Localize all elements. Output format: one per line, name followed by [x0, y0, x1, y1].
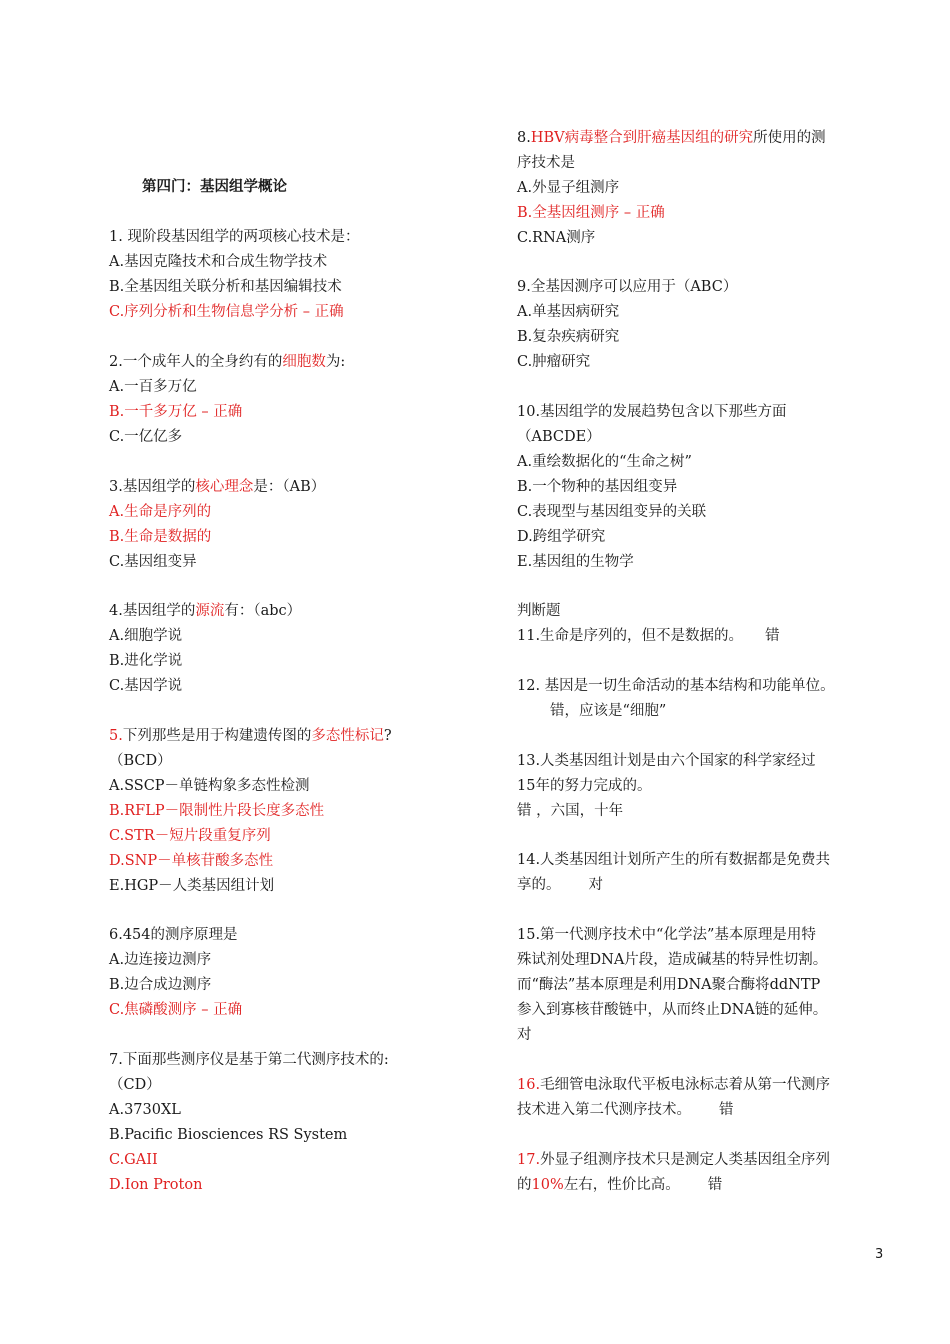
q3-option-a: A.生命是序列的 — [109, 504, 212, 520]
q14-line2-text: 享的。 — [517, 877, 561, 893]
q16-line1-text: 毛细管电泳取代平板电泳标志着从第一代测序 — [540, 1077, 831, 1093]
q17-line2 — [517, 1175, 722, 1195]
q16-line2 — [517, 1100, 734, 1120]
q4-stem-post: 有：（abc） — [224, 603, 302, 619]
q8-stem — [517, 128, 826, 148]
q4-option-a: A.细胞学说 — [109, 628, 183, 644]
q10-option-e: E.基因组的生物学 — [517, 554, 634, 570]
q16-line1 — [517, 1075, 830, 1095]
q15-line1: 15.第一代测序技术中“化学法”基本原理是用特 — [517, 927, 816, 943]
q8-option-c: C.RNA测序 — [517, 230, 596, 246]
q17-line2-post: 左右，性价比高。 — [563, 1177, 680, 1193]
q14-line1: 14.人类基因组计划所产生的所有数据都是免费共 — [517, 852, 831, 868]
q9-option-c: C.肿瘤研究 — [517, 354, 591, 370]
q16-line2-text: 技术进入第二代测序技术。 — [517, 1102, 691, 1118]
q4-stem-pre: 4.基因组学的 — [109, 603, 196, 619]
q2-option-b: B.一千多万亿 – 正确 — [109, 404, 243, 420]
section-title: 第四门：基因组学概论 — [142, 179, 287, 195]
q15-line3: 而“酶法”基本原理是利用DNA聚合酶将ddNTP — [517, 977, 821, 993]
q3-option-c: C.基因组变异 — [109, 554, 197, 570]
q3-option-b: B.生命是数据的 — [109, 529, 212, 545]
q5-answer: （BCD） — [109, 753, 172, 769]
q17-line2-highlight: 10% — [531, 1177, 564, 1193]
q6-option-a: A.边连接边测序 — [109, 952, 212, 968]
q5-option-a: A.SSCP－单链构象多态性检测 — [109, 778, 310, 794]
q7-option-d: D.Ion Proton — [109, 1177, 203, 1193]
q10-stem: 10.基因组学的发展趋势包含以下那些方面 — [517, 404, 787, 420]
q6-stem: 6.454的测序原理是 — [109, 927, 238, 943]
q10-option-d: D.跨组学研究 — [517, 529, 606, 545]
q4-option-b: B.进化学说 — [109, 653, 183, 669]
q14-line2 — [517, 875, 603, 895]
q7-option-a: A.3730XL — [109, 1102, 181, 1118]
q1-stem: 1. 现阶段基因组学的两项核心技术是： — [109, 229, 360, 245]
q5-option-d: D.SNP－单核苷酸多态性 — [109, 853, 274, 869]
q11-verdict: 错 — [765, 628, 780, 644]
q17-number: 17. — [517, 1152, 541, 1168]
q7-answer: （CD） — [109, 1077, 161, 1093]
q12-text: 12. 基因是一切生命活动的基本结构和功能单位。 — [517, 678, 835, 694]
q8-option-a: A.外显子组测序 — [517, 180, 620, 196]
q5-stem — [109, 726, 392, 746]
q5-stem-post: ? — [383, 728, 392, 744]
q6-option-b: B.边合成边测序 — [109, 977, 212, 993]
q3-stem-post: 是：（AB） — [253, 479, 326, 495]
q17-line2-pre: 的 — [517, 1177, 532, 1193]
q5-stem-highlight: 多态性标记 — [311, 728, 384, 744]
q10-option-c: C.表现型与基因组变异的关联 — [517, 504, 707, 520]
q6-option-c: C.焦磷酸测序 – 正确 — [109, 1002, 243, 1018]
q2-stem-pre: 2.一个成年人的全身约有的 — [109, 354, 283, 370]
q5-number: 5. — [109, 728, 123, 744]
q7-option-c: C.GAII — [109, 1152, 158, 1168]
q11-text — [517, 626, 780, 646]
q8-stem-line2: 序技术是 — [517, 155, 575, 171]
q15-line2: 殊试剂处理DNA片段，造成碱基的特异性切割。 — [517, 952, 828, 968]
q11-statement: 11.生命是序列的，但不是数据的。 — [517, 628, 744, 644]
q14-verdict: 对 — [588, 877, 603, 893]
q9-option-a: A.单基因病研究 — [517, 304, 620, 320]
q10-option-a: A.重绘数据化的“生命之树” — [517, 454, 692, 470]
q9-stem: 9.全基因测序可以应用于（ABC） — [517, 279, 738, 295]
q8-stem-pre: 8. — [517, 130, 531, 146]
q17-verdict: 错 — [707, 1177, 723, 1193]
q10-option-b: B.一个物种的基因组变异 — [517, 479, 678, 495]
q15-verdict: 对 — [517, 1027, 532, 1043]
q8-stem-post: 所使用的测 — [753, 130, 826, 146]
q3-stem — [109, 477, 325, 497]
q13-line1: 13.人类基因组计划是由六个国家的科学家经过 — [517, 753, 816, 769]
q1-option-c: C.序列分析和生物信息学分析 – 正确 — [109, 304, 344, 320]
q17-line1-text: 外显子组测序技术只是测定人类基因组全序列 — [540, 1152, 831, 1168]
q2-stem-highlight: 细胞数 — [282, 354, 326, 370]
q2-option-a: A.一百多万亿 — [109, 379, 197, 395]
q5-stem-pre: 下列那些是用于构建遗传图的 — [122, 728, 312, 744]
q16-verdict: 错 — [719, 1102, 734, 1118]
q3-stem-pre: 3.基因组学的 — [109, 479, 196, 495]
q13-line2: 15年的努力完成的。 — [517, 778, 652, 794]
page-number: 3 — [875, 1247, 884, 1262]
q5-option-e: E.HGP－人类基因组计划 — [109, 878, 275, 894]
q13-correction: 错 ，六国，十年 — [517, 803, 624, 819]
q7-stem: 7.下面那些测序仪是基于第二代测序技术的: — [109, 1052, 389, 1068]
q4-stem-highlight: 源流 — [195, 603, 225, 619]
q2-option-c: C.一亿亿多 — [109, 429, 183, 445]
q16-number: 16. — [517, 1077, 541, 1093]
q5-option-c: C.STR－短片段重复序列 — [109, 828, 271, 844]
judge-heading: 判断题 — [517, 603, 561, 619]
q8-stem-highlight: HBV病毒整合到肝癌基因组的研究 — [530, 130, 754, 146]
q4-option-c: C.基因学说 — [109, 678, 183, 694]
q4-stem — [109, 601, 301, 621]
q2-stem — [109, 352, 345, 372]
q8-option-b: B.全基因组测序 – 正确 — [517, 205, 665, 221]
q3-stem-highlight: 核心理念 — [195, 479, 254, 495]
q7-option-b: B.Pacific Biosciences RS System — [109, 1127, 348, 1143]
q9-option-b: B.复杂疾病研究 — [517, 329, 620, 345]
q1-option-b: B.全基因组关联分析和基因编辑技术 — [109, 279, 342, 295]
q2-stem-post: 为: — [325, 354, 346, 370]
q10-answer: （ABCDE） — [517, 429, 601, 445]
q12-correction: 错，应该是“细胞” — [550, 703, 667, 719]
q5-option-b: B.RFLP－限制性片段长度多态性 — [109, 803, 325, 819]
q1-option-a: A.基因克隆技术和合成生物学技术 — [109, 254, 328, 270]
q17-line1 — [517, 1150, 830, 1170]
q15-line4: 参入到寡核苷酸链中，从而终止DNA链的延伸。 — [517, 1002, 828, 1018]
